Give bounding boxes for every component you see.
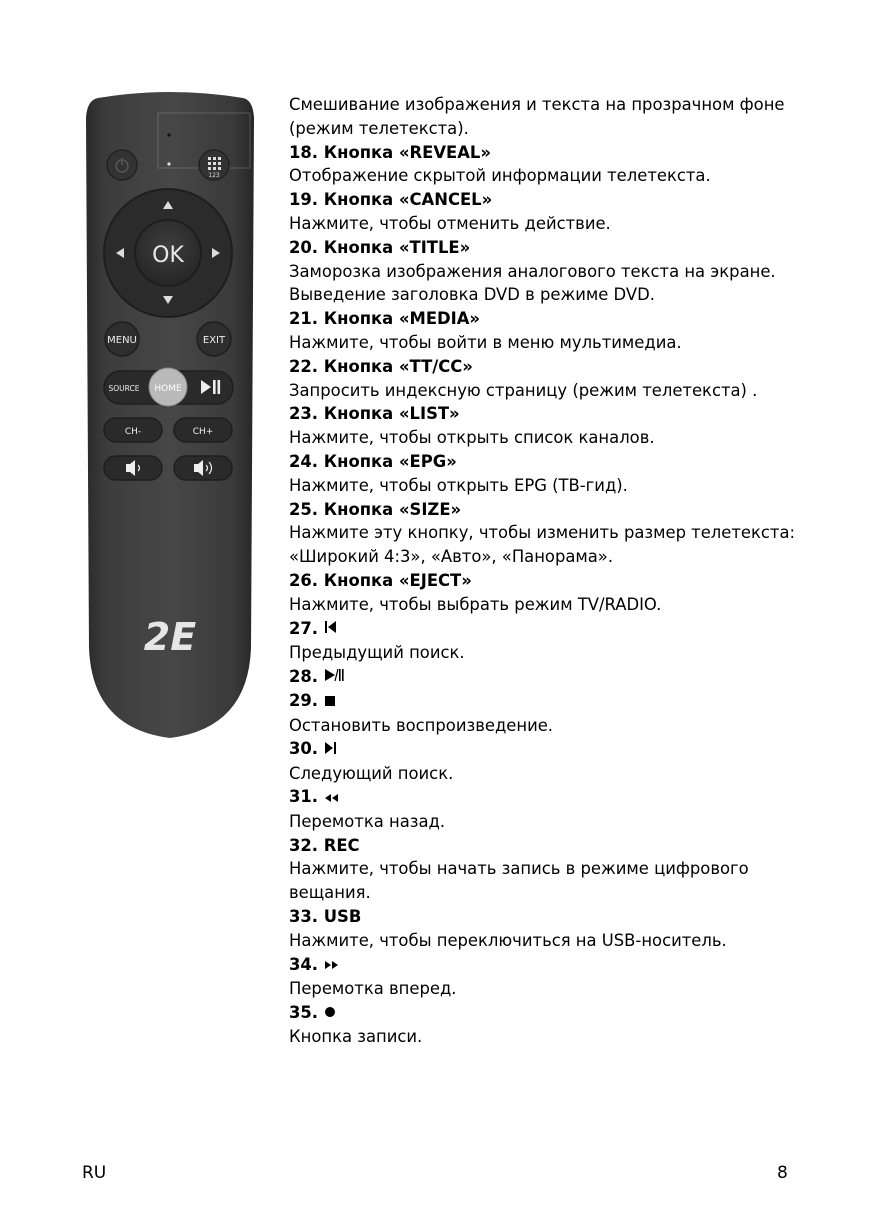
item-description-text: Выведение заголовка DVD в режиме DVD. [289, 285, 655, 305]
item-description [289, 977, 859, 1001]
intro-line [289, 93, 859, 117]
item-heading [289, 834, 859, 858]
footer-language: RU [82, 1163, 107, 1183]
item-description [289, 283, 859, 307]
item-description [289, 641, 859, 665]
item-description [289, 331, 859, 355]
item-description [289, 881, 859, 905]
item-description-text: Кнопка записи. [289, 1027, 423, 1047]
item-description-text: Нажмите, чтобы начать запись в режиме цифрового [289, 859, 749, 879]
svg-text:2E: 2E [143, 615, 197, 659]
item-heading [289, 785, 859, 809]
item-heading-text: 20. Кнопка «TITLE» [289, 237, 471, 257]
item-heading-text: 18. Кнопка «REVEAL» [289, 142, 491, 162]
item-description-text: Нажмите, чтобы войти в меню мультимедиа. [289, 332, 682, 352]
item-description-text: Нажмите, чтобы открыть EPG (ТВ-гид). [289, 475, 628, 495]
svg-text:EXIT: EXIT [202, 335, 226, 346]
svg-text:CH+: CH+ [192, 427, 214, 437]
item-heading-text: 22. Кнопка «TT/CC» [289, 356, 473, 376]
item-heading-text: 28. [289, 666, 319, 686]
item-description [289, 260, 859, 284]
fast-forward-icon [324, 953, 339, 977]
item-heading-text: 32. REC [289, 835, 360, 855]
item-description [289, 714, 859, 738]
item-description [289, 426, 859, 450]
power-button[interactable] [107, 150, 137, 180]
play-pause-icon [324, 665, 344, 689]
dpad[interactable] [104, 189, 232, 317]
item-description-text: Предыдущий поиск. [289, 642, 465, 662]
item-description-text: «Широкий 4:3», «Авто», «Панорама». [289, 547, 614, 567]
stop-icon [324, 690, 336, 714]
instructions-text [289, 93, 859, 1049]
item-heading-text: 34. [289, 954, 319, 974]
item-description [289, 521, 859, 545]
item-heading [289, 188, 859, 212]
volume-up-button[interactable] [174, 456, 232, 480]
item-heading-text: 23. Кнопка «LIST» [289, 404, 460, 424]
item-description [289, 857, 859, 881]
item-heading-text: 19. Кнопка «CANCEL» [289, 190, 493, 210]
intro-line [289, 117, 859, 141]
item-description-text: Нажмите, чтобы открыть список каналов. [289, 428, 655, 448]
item-heading [289, 569, 859, 593]
item-heading [289, 905, 859, 929]
item-description-text: Нажмите, чтобы отменить действие. [289, 213, 611, 233]
svg-text:123: 123 [208, 172, 220, 179]
item-heading [289, 402, 859, 426]
item-description-text: Запросить индексную страницу (режим телетекста) . [289, 380, 758, 400]
svg-text:CH-: CH- [124, 427, 142, 437]
item-heading [289, 689, 859, 713]
intro-line-text: Смешивание изображения и текста на прозрачном фоне [289, 95, 785, 114]
prev-icon [324, 617, 337, 641]
ch-plus-button[interactable] [174, 418, 232, 442]
item-description [289, 593, 859, 617]
item-description [289, 810, 859, 834]
brand-logo [144, 615, 196, 659]
item-heading [289, 355, 859, 379]
item-heading-text: 25. Кнопка «SIZE» [289, 499, 462, 519]
next-icon [324, 738, 337, 762]
intro-line-text: (режим телетекста). [289, 118, 469, 138]
item-description [289, 545, 859, 569]
item-heading [289, 737, 859, 761]
volume-down-button[interactable] [104, 456, 162, 480]
svg-text:HOME: HOME [154, 384, 182, 394]
item-heading-text: 29. [289, 691, 319, 711]
menu-button[interactable] [105, 322, 139, 356]
item-description-text: Заморозка изображения аналогового текста на экране. [289, 261, 776, 281]
item-description-text: Перемотка назад. [289, 811, 446, 831]
item-heading [289, 665, 859, 689]
remote-control-image [68, 88, 273, 743]
item-description [289, 164, 859, 188]
item-description [289, 929, 859, 953]
item-heading [289, 617, 859, 641]
item-heading [289, 141, 859, 165]
item-heading [289, 236, 859, 260]
item-heading-text: 33. USB [289, 907, 362, 927]
source-home-play-pill[interactable] [104, 368, 233, 406]
item-heading-text: 21. Кнопка «MEDIA» [289, 309, 481, 329]
item-description-text: вещания. [289, 883, 371, 903]
item-heading [289, 1001, 859, 1025]
item-description-text: Перемотка вперед. [289, 979, 457, 999]
item-description [289, 474, 859, 498]
item-description-text: Отображение скрытой информации телетекста. [289, 166, 711, 186]
item-description [289, 1025, 859, 1049]
rewind-icon [324, 786, 339, 810]
item-heading-text: 31. [289, 787, 319, 807]
item-heading-text: 30. [289, 739, 319, 759]
item-description-text: Нажмите, чтобы выбрать режим TV/RADIO. [289, 594, 662, 614]
item-description-text: Нажмите, чтобы переключиться на USB-носитель. [289, 930, 727, 950]
item-heading-text: 26. Кнопка «EJECT» [289, 570, 472, 590]
item-heading [289, 450, 859, 474]
numbers-button[interactable] [199, 150, 229, 180]
item-description [289, 762, 859, 786]
item-description [289, 212, 859, 236]
item-heading-text: 27. [289, 618, 319, 638]
svg-text:SOURCE: SOURCE [108, 384, 140, 393]
item-description-text: Нажмите эту кнопку, чтобы изменить размер телетекста: [289, 523, 796, 543]
svg-text:OK: OK [152, 243, 184, 268]
item-heading-text: 35. [289, 1002, 319, 1022]
item-description-text: Следующий поиск. [289, 763, 454, 783]
footer-page-number: 8 [777, 1163, 788, 1183]
exit-button[interactable] [197, 322, 231, 356]
item-description [289, 379, 859, 403]
item-heading-text: 24. Кнопка «EPG» [289, 451, 457, 471]
ch-minus-button[interactable] [104, 418, 162, 442]
svg-text:MENU: MENU [107, 335, 137, 346]
item-heading [289, 307, 859, 331]
item-description-text: Остановить воспроизведение. [289, 715, 554, 735]
record-icon [324, 1001, 336, 1025]
item-heading [289, 498, 859, 522]
item-heading [289, 953, 859, 977]
